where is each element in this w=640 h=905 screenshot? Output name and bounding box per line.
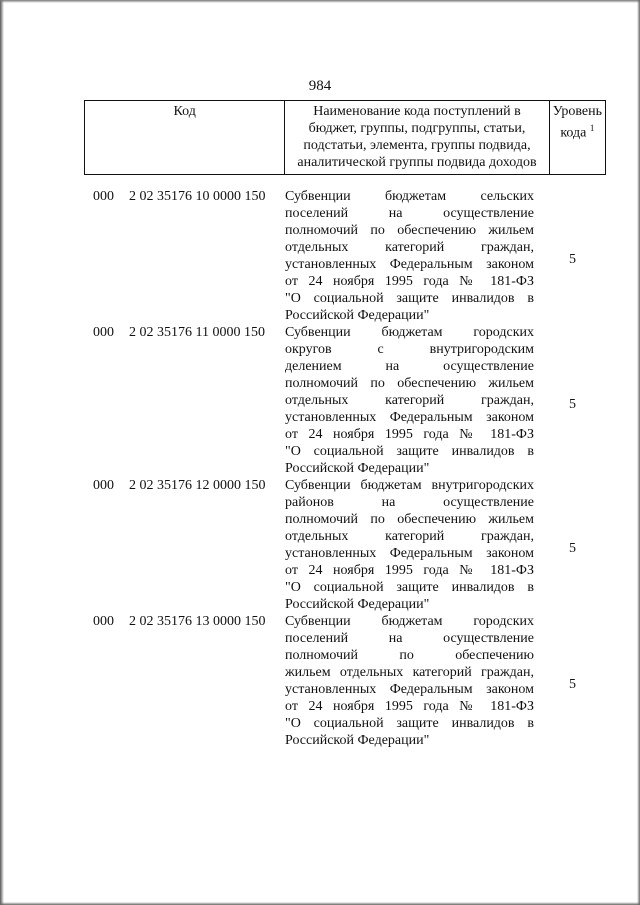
row-name-line: от 24 ноября 1995 года № 181-ФЗ (285, 274, 534, 289)
row-code: 2 02 35176 10 0000 150 (129, 189, 266, 204)
row-name-line: отдельных категорий граждан, (285, 393, 534, 408)
header-level-word: кода (560, 125, 587, 141)
page-number: 984 (308, 78, 332, 94)
row-name-line: Субвенции бюджетам городских (285, 614, 534, 629)
row-name-line: полномочий по обеспечению жильем (285, 512, 534, 527)
scan-edge-top (0, 0, 640, 3)
row-name-line: делением на осуществление (285, 359, 534, 374)
row-name-line: полномочий по обеспечению жильем (285, 376, 534, 391)
header-code (85, 101, 285, 175)
header-name-line: Наименование кода поступлений в (313, 104, 521, 119)
footnote-mark: 1 (589, 123, 595, 133)
row-name (285, 188, 534, 324)
row-name-line: от 24 ноября 1995 года № 181-ФЗ (285, 699, 534, 714)
row-prefix: 000 (93, 478, 114, 493)
table-body (84, 188, 606, 749)
scan-edge-left (0, 0, 4, 905)
header-level-line (553, 120, 602, 142)
row-name-line: от 24 ноября 1995 года № 181-ФЗ (285, 427, 534, 442)
row-name-line: Субвенции бюджетам сельских (285, 189, 534, 204)
row-name-line: установленных Федеральным законом (285, 682, 534, 697)
row-prefix: 000 (93, 189, 114, 204)
row-name-line: поселений на осуществление (285, 631, 534, 646)
row-name-line: "О социальной защите инвалидов в (285, 291, 534, 306)
row-name-line: установленных Федеральным законом (285, 546, 534, 561)
table-row (84, 477, 606, 613)
row-name-line: отдельных категорий граждан, (285, 529, 534, 544)
row-name-line: поселений на осуществление (285, 206, 534, 221)
row-name-line: "О социальной защите инвалидов в (285, 716, 534, 731)
row-name-line: установленных Федеральным законом (285, 410, 534, 425)
row-name-line: округов с внутригородским (285, 342, 534, 357)
table-row (84, 188, 606, 324)
row-level: 5 (569, 397, 576, 412)
row-code: 2 02 35176 11 0000 150 (129, 325, 265, 340)
row-name-line: полномочий по обеспечению (285, 648, 534, 663)
table-row (84, 324, 606, 477)
row-name-line: районов на осуществление (285, 495, 534, 510)
row-name-line: установленных Федеральным законом (285, 257, 534, 272)
row-level: 5 (569, 677, 576, 692)
header-name (285, 101, 549, 175)
row-prefix: 000 (93, 325, 114, 340)
row-name-line: Российской Федерации" (285, 733, 430, 748)
row-code: 2 02 35176 12 0000 150 (129, 478, 266, 493)
row-name-line: Российской Федерации" (285, 461, 430, 476)
header-name-line: бюджет, группы, подгруппы, статьи, (308, 121, 526, 136)
row-name-line: Субвенции бюджетам внутригородских (285, 478, 534, 493)
row-name-line: "О социальной защите инвалидов в (285, 580, 534, 595)
row-name-line: отдельных категорий граждан, (285, 240, 534, 255)
header-name-line: аналитической группы подвида доходов (297, 155, 537, 170)
row-name (285, 324, 534, 477)
row-name-line: Российской Федерации" (285, 308, 430, 323)
header-name-line: подстатьи, элемента, группы подвида, (303, 138, 531, 153)
row-code: 2 02 35176 13 0000 150 (129, 614, 266, 629)
header-level-line: Уровень (552, 104, 602, 119)
row-name (285, 477, 534, 613)
header-code-label: Код (173, 104, 196, 119)
header-level (549, 101, 605, 175)
row-name-line: Российской Федерации" (285, 597, 430, 612)
row-name-line: Субвенции бюджетам городских (285, 325, 534, 340)
row-name-line: жильем отдельных категорий граждан, (285, 665, 534, 680)
row-name-line: полномочий по обеспечению жильем (285, 223, 534, 238)
row-level: 5 (569, 541, 576, 556)
table-row (84, 613, 606, 749)
row-prefix: 000 (93, 614, 114, 629)
table-header (84, 100, 606, 175)
row-level: 5 (569, 252, 576, 267)
row-name-line: от 24 ноября 1995 года № 181-ФЗ (285, 563, 534, 578)
row-name (285, 613, 534, 749)
row-name-line: "О социальной защите инвалидов в (285, 444, 534, 459)
